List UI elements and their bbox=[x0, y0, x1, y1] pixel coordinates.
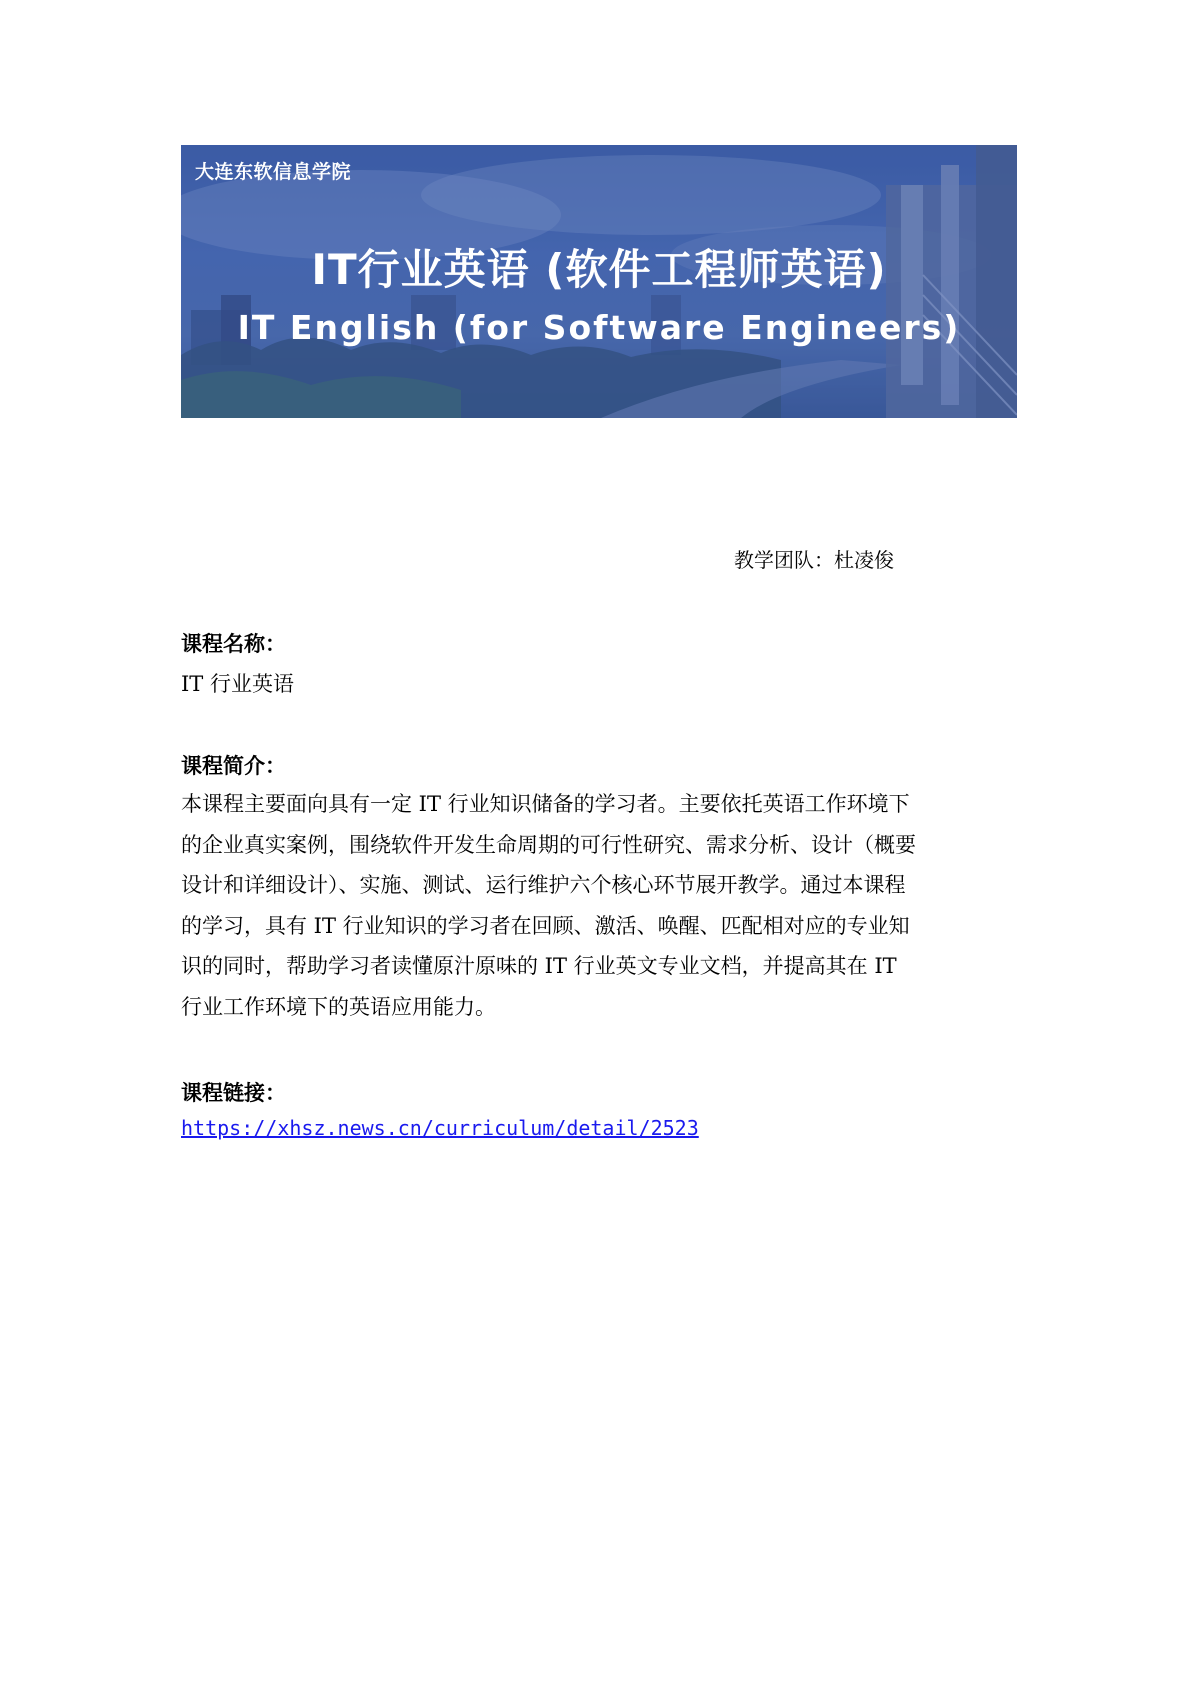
course-intro-heading: 课程简介： bbox=[181, 754, 286, 778]
course-title-chinese: IT行业英语 (软件工程师英语) bbox=[311, 245, 887, 294]
course-name-value: IT 行业英语 bbox=[181, 672, 294, 696]
course-intro-text bbox=[181, 784, 1017, 1027]
course-link-heading: 课程链接： bbox=[181, 1081, 286, 1105]
teaching-team: 教学团队：杜凌俊 bbox=[734, 548, 894, 572]
course-intro-line: 识的同时，帮助学习者读懂原汁原味的 IT 行业英文专业文档，并提高其在 IT bbox=[181, 954, 897, 978]
course-title-english: IT English (for Software Engineers) bbox=[237, 308, 961, 347]
course-banner bbox=[181, 145, 1017, 418]
course-intro-line: 的企业真实案例，围绕软件开发生命周期的可行性研究、需求分析、设计（概要 bbox=[181, 832, 916, 857]
school-name: 大连东软信息学院 bbox=[195, 161, 352, 183]
course-intro-line: 的学习，具有 IT 行业知识的学习者在回顾、激活、唤醒、匹配相对应的专业知 bbox=[181, 913, 910, 938]
course-intro-line: 本课程主要面向具有一定 IT 行业知识储备的学习者。主要依托英语工作环境下 bbox=[181, 792, 910, 816]
course-intro-line: 行业工作环境下的英语应用能力。 bbox=[181, 994, 496, 1019]
course-intro-line: 设计和详细设计）、实施、测试、运行维护六个核心环节展开教学。通过本课程 bbox=[181, 873, 906, 897]
course-name-heading: 课程名称： bbox=[181, 632, 286, 656]
course-link[interactable]: https://xhsz.news.cn/curriculum/detail/2523 bbox=[181, 1116, 699, 1140]
